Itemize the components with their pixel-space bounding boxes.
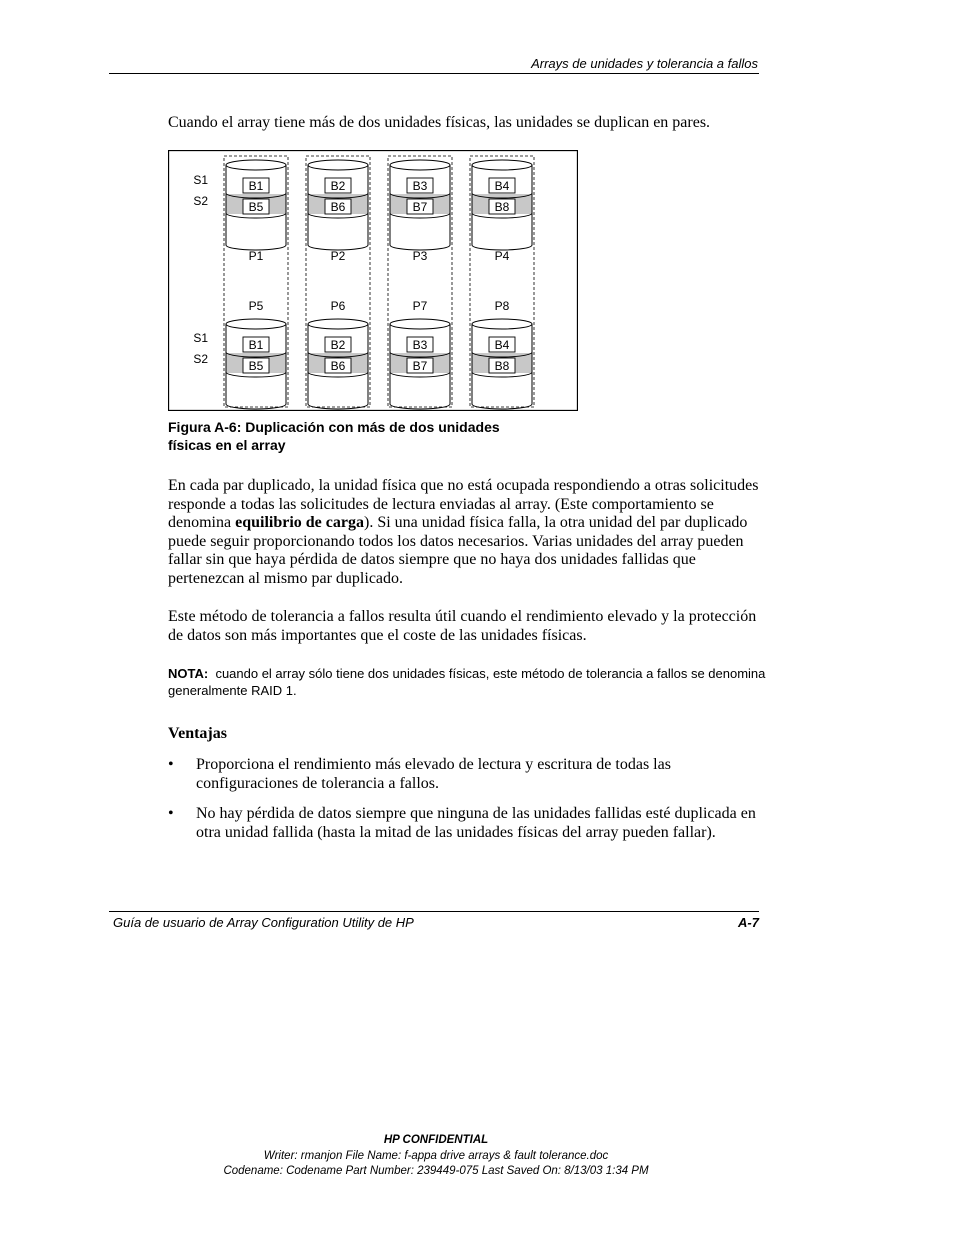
note-label: NOTA: (168, 666, 209, 681)
block-label: B8 (494, 200, 510, 214)
block-label: B5 (248, 200, 264, 214)
body-paragraph-1 (168, 477, 768, 589)
intro-paragraph: Cuando el array tiene más de dos unidades físicas, las unidades se duplican en pares. (168, 114, 711, 131)
bullet-icon: • (168, 756, 174, 773)
block-label: B6 (330, 200, 346, 214)
confidential-title: HP CONFIDENTIAL (383, 1134, 489, 1146)
p1-bold-term: equilibrio de carga (235, 514, 364, 532)
block-label: B6 (330, 359, 346, 373)
bullet-text: Proporciona el rendimiento más elevado de lectura y escritura de todas las configuraciones de tolerancia a fallos. (196, 756, 671, 792)
caption-line-1: Figura A-6: Duplicación con más de dos unidades (168, 419, 500, 435)
block-label: B2 (330, 338, 346, 352)
drive-label: P5 (248, 299, 264, 313)
footer-rule (109, 911, 759, 912)
stripe-label: S1 (193, 331, 208, 345)
bullet-text: No hay pérdida de datos siempre que ninguna de las unidades fallidas esté duplicada en otra unidad fallida (hasta la mitad de las unidades físicas del array pueden fallar). (196, 805, 756, 841)
body-paragraph-2: Este método de tolerancia a fallos resulta útil cuando el rendimiento elevado y la protección de datos son más importantes que el coste de las unidades físicas. (168, 608, 757, 644)
footer-title: Guía de usuario de Array Configuration Utility de HP (113, 915, 414, 930)
drive-label: P1 (248, 249, 264, 263)
bullet-icon: • (168, 805, 174, 822)
stripe-label: S1 (193, 173, 208, 187)
block-label: B4 (494, 179, 510, 193)
confidential-block (0, 1133, 872, 1180)
drive-top (308, 319, 368, 329)
drive-label: P6 (330, 299, 346, 313)
mirroring-figure (168, 150, 578, 411)
drive-top (472, 319, 532, 329)
drive-top (390, 160, 450, 170)
running-header: Arrays de unidades y tolerancia a fallos (531, 56, 758, 71)
page-number: A-7 (738, 915, 759, 930)
drive-label: P7 (412, 299, 428, 313)
drive-label: P3 (412, 249, 428, 263)
block-label: B7 (412, 359, 428, 373)
drive-top (308, 160, 368, 170)
section-heading: Ventajas (168, 725, 227, 742)
block-label: B1 (248, 179, 264, 193)
p1-text-before: En cada par duplicado, la unidad física que no está ocupada respondiendo a otras solicitudes responde a todas las solicitudes de lectura enviadas al array. (Este comportamiento se denomina (168, 477, 759, 532)
drive-top (390, 319, 450, 329)
caption-line-2: físicas en el array (168, 437, 286, 453)
block-label: B3 (412, 179, 428, 193)
p1-text-after: ). Si una unidad física falla, la otra unidad del par duplicado puede seguir proporcionando todos los datos necesarios. Varias unidades del array pueden fallar sin que haya pérdida de datos siempre que no haya dos unidades fallidas que pertenezcan al mismo par duplicado. (168, 514, 748, 587)
block-label: B4 (494, 338, 510, 352)
stripe-label: S2 (193, 352, 208, 366)
drive-top (226, 160, 286, 170)
drive-label: P8 (494, 299, 510, 313)
drive-label: P2 (330, 249, 346, 263)
confidential-codename: Codename: Codename Part Number: 239449-075 Last Saved On: 8/13/03 1:34 PM (223, 1165, 649, 1177)
confidential-writer: Writer: rmanjon File Name: f-appa drive arrays & fault tolerance.doc (263, 1149, 609, 1162)
block-label: B3 (412, 338, 428, 352)
drive-top (226, 319, 286, 329)
drive-label: P4 (494, 249, 510, 263)
block-label: B2 (330, 179, 346, 193)
stripe-label: S2 (193, 194, 208, 208)
figure-caption (168, 418, 568, 454)
header-rule (109, 73, 759, 74)
block-label: B5 (248, 359, 264, 373)
block-label: B1 (248, 338, 264, 352)
note-text: cuando el array sólo tiene dos unidades físicas, este método de tolerancia a fallos se denomina generalmente RAID 1. (168, 666, 766, 698)
note (168, 665, 768, 699)
block-label: B8 (494, 359, 510, 373)
drive-top (472, 160, 532, 170)
block-label: B7 (412, 200, 428, 214)
